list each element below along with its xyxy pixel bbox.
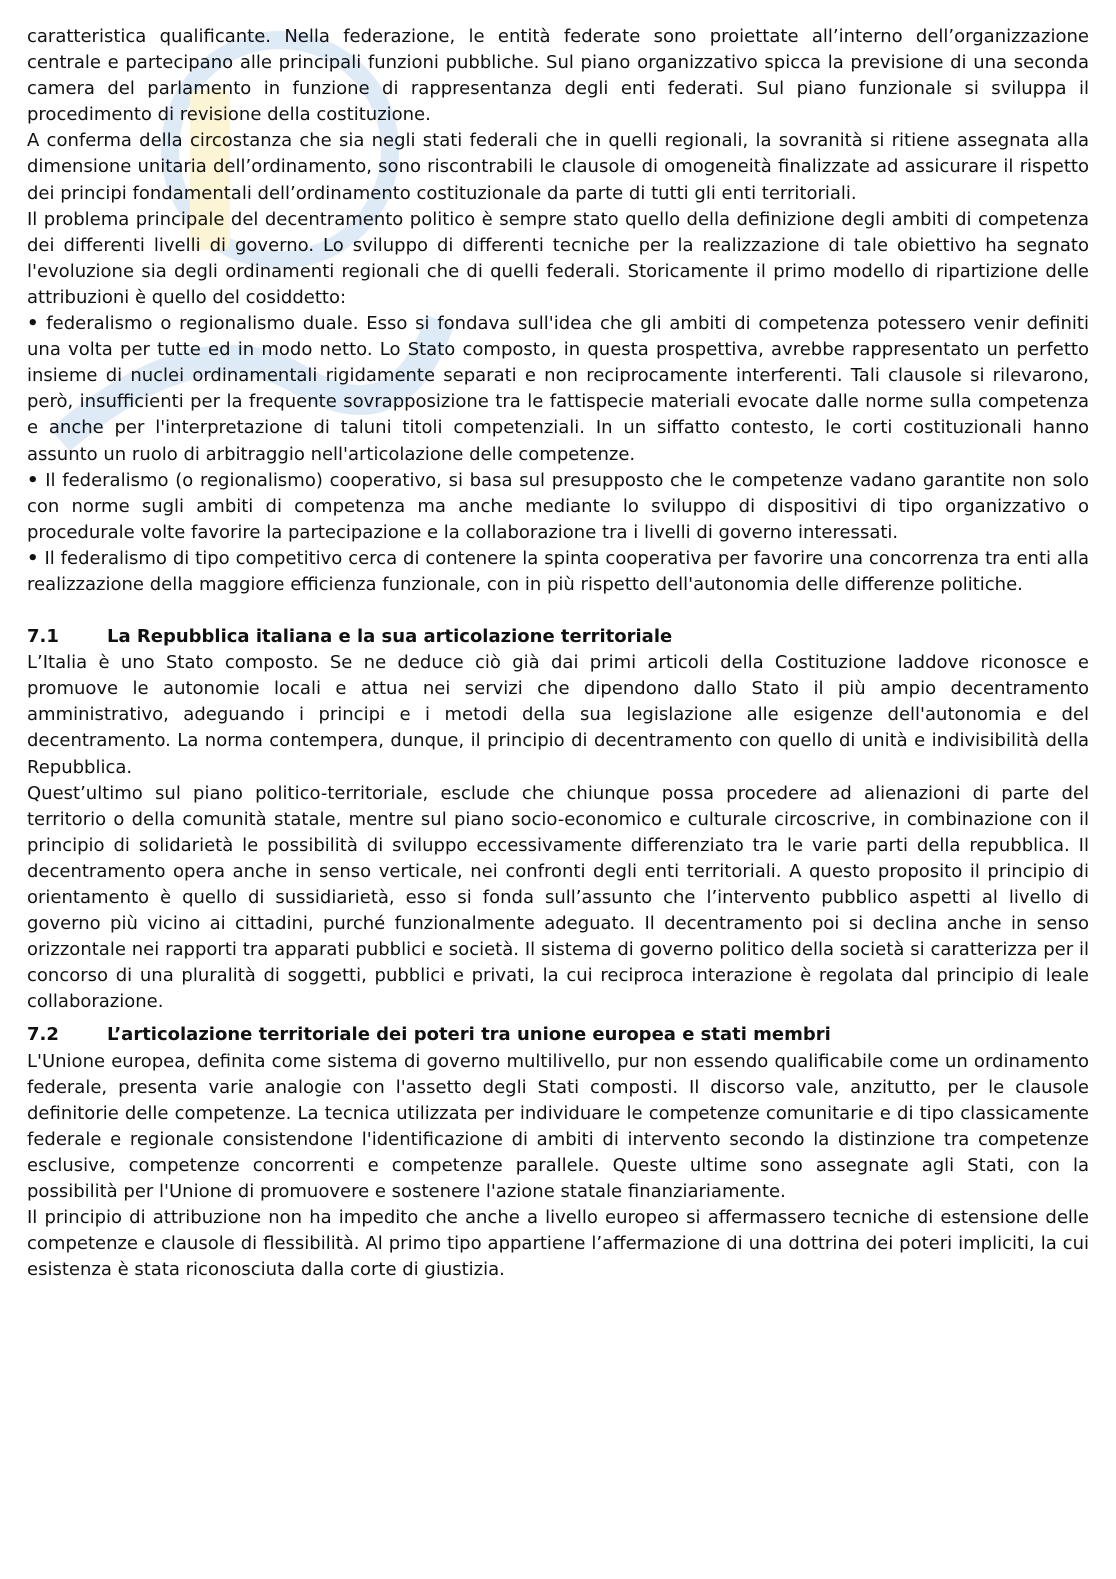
bullet-icon: • xyxy=(27,313,39,335)
section-title: L’articolazione territoriale dei poteri tra unione europea e stati membri xyxy=(107,1024,831,1046)
bullet-text: federalismo o regionalismo duale. Esso si fondava sull'idea che gli ambiti di competenza potessero venir definiti una volta per tutte ed in modo netto. Lo Stato composto, in questa prospettiva, avrebbe rappresentato un perfetto insieme di nuclei ordinamentali rigidamente separati e non reciprocamente interferenti. Tali clausole si rilevarono, però, insufficienti per la frequente sovrapposizione tra le fattispecie materiali evocate dalle norme sulla competenza e anche per l'interpretazione di taluni titoli competenziali. In un siffatto contesto, le corti costituzionali hanno assunto un ruolo di arbitraggio nell'articolazione delle competenze. xyxy=(27,313,1089,465)
paragraph: L’Italia è uno Stato composto. Se ne deduce ciò già dai primi articoli della Costituzione laddove riconosce e promuove le autonomie locali e attua nei servizi che dipendono dallo Stato il più ampio decentramento amministrativo, adeguando i principi e i metodi della sua legislazione alle esigenze dell'autonomia e del decentramento. La norma contempera, dunque, il principio di decentramento con quello di unità e indivisibilità della Repubblica. xyxy=(27,652,1089,778)
paragraph: Quest’ultimo sul piano politico-territoriale, esclude che chiunque possa procedere ad alienazioni di parte del territorio o della comunità statale, mentre sul piano socio-economico e culturale circoscrive, in combinazione con il principio di solidarietà le possibilità di sviluppo eccessivamente differenziato tra le varie parti della repubblica. Il decentramento opera anche in senso verticale, nei confronti degli enti territoriali. A questo proposito il principio di orientamento è quello di sussidiarietà, esso si fonda sull’assunto che l’intervento pubblico aspetti al livello di governo più vicino ai cittadini, purché funzionalmente adeguato. Il decentramento poi si declina anche in senso orizzontale nei rapporti tra apparati pubblici e società. Il sistema di governo politico della società si caratterizza per il concorso di una pluralità di soggetti, pubblici e privati, la cui reciproca interazione è regolata dal principio di leale collaborazione. xyxy=(27,782,1089,1013)
bullet-icon: • xyxy=(27,547,39,569)
paragraph: A conferma della circostanza che sia negli stati federali che in quelli regionali, la sovranità si ritiene assegnata alla dimensione unitaria dell’ordinamento, sono riscontrabili le clausole di omogeneità finalizzate ad assicurare il rispetto dei principi fondamentali dell’ordinamento costituzionale da parte di tutti gli enti territoriali. xyxy=(27,130,1089,204)
spacer xyxy=(27,598,1089,624)
bullet-icon: • xyxy=(27,469,39,491)
paragraph: caratteristica qualificante. Nella federazione, le entità federate sono proiettate all’interno dell’organizzazione centrale e partecipano alle principali funzioni pubbliche. Sul piano organizzativo spicca la previsione di una seconda camera del parlamento in funzione di rappresentanza degli enti federati. Sul piano funzionale si sviluppa il procedimento di revisione della costituzione. xyxy=(27,26,1089,126)
section-number: 7.2 xyxy=(27,1024,59,1046)
paragraph: Il principio di attribuzione non ha impedito che anche a livello europeo si affermassero tecniche di estensione delle competenze e clausole di flessibilità. Al primo tipo appartiene l’affermazione di una dottrina dei poteri impliciti, la cui esistenza è stata riconosciuta dalla corte di giustizia. xyxy=(27,1207,1089,1281)
section-heading xyxy=(27,624,1089,650)
bullet-text: Il federalismo (o regionalismo) cooperativo, si basa sul presupposto che le competenze vadano garantite non solo con norme sugli ambiti di competenza ma anche mediante lo sviluppo di dispositivi di tipo organizzativo o procedurale volte favorire la partecipazione e la collaborazione tra i livelli di governo interessati. xyxy=(27,469,1089,543)
section-number: 7.1 xyxy=(27,626,59,648)
spacer xyxy=(27,1015,1089,1022)
document-page xyxy=(27,24,1089,1283)
bullet-item xyxy=(27,311,1089,468)
section-heading xyxy=(27,1022,1089,1048)
paragraph: Il problema principale del decentramento politico è sempre stato quello della definizione degli ambiti di competenza dei differenti livelli di governo. Lo sviluppo di differenti tecniche per la realizzazione di tale obiettivo ha segnato l'evoluzione sia degli ordinamenti regionali che di quelli federali. Storicamente il primo modello di ripartizione delle attribuzioni è quello del cosiddetto: xyxy=(27,208,1089,308)
paragraph: L'Unione europea, definita come sistema di governo multilivello, pur non essendo qualificabile come un ordinamento federale, presenta varie analogie con l'assetto degli Stati composti. Il discorso vale, anzitutto, per le clausole definitorie delle competenze. La tecnica utilizzata per individuare le competenze comunitarie e di tipo classicamente federale e regionale consistendone l'identificazione di ambiti di intervento secondo la distinzione tra competenze esclusive, competenze concorrenti e competenze parallele. Queste ultime sono assegnate agli Stati, con la possibilità per l'Unione di promuovere e sostenere l'azione statale finanziariamente. xyxy=(27,1050,1089,1203)
section-title: La Repubblica italiana e la sua articolazione territoriale xyxy=(107,626,673,648)
bullet-item xyxy=(27,546,1089,598)
bullet-text: Il federalismo di tipo competitivo cerca di contenere la spinta cooperativa per favorire una concorrenza tra enti alla realizzazione della maggiore efficienza funzionale, con in più rispetto dell'autonomia delle differenze politiche. xyxy=(27,547,1089,595)
bullet-item xyxy=(27,468,1089,546)
